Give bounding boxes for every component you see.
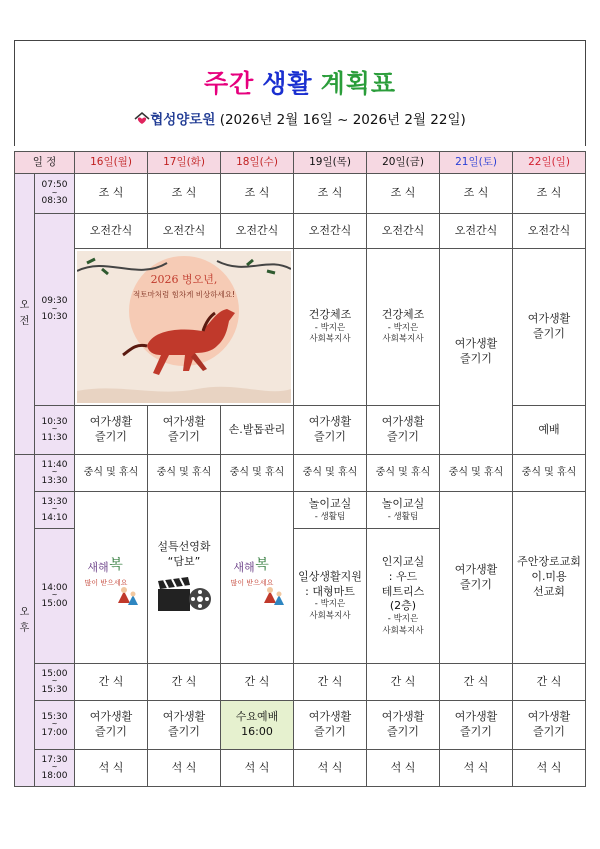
svg-text:복: 복 (109, 556, 123, 573)
cell-breakfast: 조 식 (221, 174, 294, 214)
cell-leisure: 여가생활 즐기기 (513, 249, 586, 406)
bok-greeting-image (78, 541, 144, 615)
svg-text:적토마처럼 힘차게 비상하세요!: 적토마처럼 힘차게 비상하세요! (133, 290, 235, 299)
time-slot: 14:00 ~ 15:00 (35, 529, 75, 664)
cell-leisure: 여가생활 즐기기 (148, 701, 221, 750)
cell-dinner: 석 식 (148, 750, 221, 787)
new-year-greeting-image (221, 492, 294, 664)
cell-snack: 간 식 (148, 664, 221, 701)
cell-play-class: 놀이교실 - 생활팀 (294, 492, 367, 529)
subtitle (0, 108, 600, 128)
cell-leisure: 여가생활 즐기기 (440, 701, 513, 750)
cell-snack: 간 식 (367, 664, 440, 701)
cell-church-haircut: 주안장로교회 이.미용 선교회 (513, 492, 586, 664)
date-range: (2026년 2월 16일 ~ 2026년 2월 22일) (219, 112, 466, 128)
time-slot: 10:30 ~ 11:30 (35, 406, 75, 455)
date-label: 일 정 (15, 152, 75, 174)
cell-dinner: 석 식 (367, 750, 440, 787)
cell-leisure: 여가생활 즐기기 (148, 406, 221, 455)
cell-lunch: 중식 및 휴식 (221, 455, 294, 492)
time-slot: 17:30 ~ 18:00 (35, 750, 75, 787)
day-sat: 21일(토) (440, 152, 513, 174)
cell-leisure: 여가생활 즐기기 (367, 406, 440, 455)
day-mon: 16일(월) (75, 152, 148, 174)
clapperboard-icon (156, 575, 212, 615)
cell-leisure: 여가생활 즐기기 (367, 701, 440, 750)
cell-movie: 설특선영화 “담보” (148, 492, 221, 664)
cell-worship: 예배 (513, 406, 586, 455)
cell-breakfast: 조 식 (513, 174, 586, 214)
cell-snack: 간 식 (221, 664, 294, 701)
time-slot: 15:00 ~ 15:30 (35, 664, 75, 701)
schedule-table (14, 151, 586, 787)
time-slot: 15:30 ~ 17:00 (35, 701, 75, 750)
cell-leisure: 여가생활 즐기기 (75, 406, 148, 455)
title-word-1: 주간 (203, 69, 255, 98)
table-row (15, 701, 586, 750)
horse-image (77, 251, 291, 403)
time-slot: 07:50 ~ 08:30 (35, 174, 75, 214)
cell-breakfast: 조 식 (294, 174, 367, 214)
table-row (15, 174, 586, 214)
table-row (15, 492, 586, 529)
cell-hand-foot-care: 손.발톱관리 (221, 406, 294, 455)
cell-health-exercise: 건강체조 - 박지은 사회복지사 (294, 249, 367, 406)
day-tue: 17일(화) (148, 152, 221, 174)
svg-text:많이 받으세요: 많이 받으세요 (230, 578, 274, 587)
new-year-banner (75, 249, 294, 406)
cell-leisure: 여가생활 즐기기 (440, 249, 513, 455)
svg-text:많이 받으세요: 많이 받으세요 (84, 578, 128, 587)
cell-snack: 간 식 (440, 664, 513, 701)
day-sun: 22일(일) (513, 152, 586, 174)
cell-lunch: 중식 및 휴식 (440, 455, 513, 492)
cell-am-snack: 오전간식 (75, 214, 148, 249)
cell-lunch: 중식 및 휴식 (367, 455, 440, 492)
cell-health-exercise: 건강체조 - 박지은 사회복지사 (367, 249, 440, 406)
cell-dinner: 석 식 (440, 750, 513, 787)
cell-am-snack: 오전간식 (148, 214, 221, 249)
cell-dinner: 석 식 (294, 750, 367, 787)
period-am: 오 전 (15, 174, 35, 455)
cell-am-snack: 오전간식 (367, 214, 440, 249)
cell-breakfast: 조 식 (440, 174, 513, 214)
cell-cognitive-class: 인지교실 : 우드 테트리스 (2층) - 박지은 사회복지사 (367, 529, 440, 664)
cell-breakfast: 조 식 (75, 174, 148, 214)
cell-lunch: 중식 및 휴식 (75, 455, 148, 492)
title-word-3: 계획표 (320, 69, 397, 98)
cell-breakfast: 조 식 (148, 174, 221, 214)
day-fri: 20일(금) (367, 152, 440, 174)
cell-snack: 간 식 (75, 664, 148, 701)
bok-greeting-image (224, 541, 290, 615)
cell-lunch: 중식 및 휴식 (294, 455, 367, 492)
svg-text:2026 병오년,: 2026 병오년, (150, 273, 218, 286)
cell-breakfast: 조 식 (367, 174, 440, 214)
cell-wednesday-worship: 수요예배 16:00 (221, 701, 294, 750)
day-wed: 18일(수) (221, 152, 294, 174)
table-row (15, 750, 586, 787)
cell-lunch: 중식 및 휴식 (148, 455, 221, 492)
day-thu: 19일(목) (294, 152, 367, 174)
table-row (15, 664, 586, 701)
cell-dinner: 석 식 (75, 750, 148, 787)
svg-text:새해: 새해 (233, 560, 255, 574)
cell-am-snack: 오전간식 (440, 214, 513, 249)
time-slot: 11:40 ~ 13:30 (35, 455, 75, 492)
time-slot: 09:30 ~ 10:30 (35, 214, 75, 406)
cell-leisure: 여가생활 즐기기 (75, 701, 148, 750)
cell-dinner: 석 식 (513, 750, 586, 787)
header-row (15, 152, 586, 174)
table-row (15, 214, 586, 249)
cell-play-class: 놀이교실 - 생활팀 (367, 492, 440, 529)
cell-dinner: 석 식 (221, 750, 294, 787)
time-slot: 13:30 ~ 14:10 (35, 492, 75, 529)
svg-text:복: 복 (255, 556, 269, 573)
cell-daily-support: 일상생활지원 : 대형마트 - 박지은 사회복지사 (294, 529, 367, 664)
cell-am-snack: 오전간식 (513, 214, 586, 249)
cell-leisure: 여가생활 즐기기 (440, 492, 513, 664)
svg-text:새해: 새해 (87, 560, 109, 574)
cell-leisure: 여가생활 즐기기 (294, 406, 367, 455)
cell-am-snack: 오전간식 (221, 214, 294, 249)
cell-leisure: 여가생활 즐기기 (294, 701, 367, 750)
period-pm: 오 후 (15, 455, 35, 787)
org-name: 협성양로원 (150, 112, 216, 128)
cell-snack: 간 식 (294, 664, 367, 701)
cell-lunch: 중식 및 휴식 (513, 455, 586, 492)
new-year-greeting-image (75, 492, 148, 664)
table-row (15, 249, 586, 406)
cell-am-snack: 오전간식 (294, 214, 367, 249)
house-heart-icon (134, 112, 150, 126)
table-row (15, 455, 586, 492)
cell-leisure: 여가생활 즐기기 (513, 701, 586, 750)
cell-snack: 간 식 (513, 664, 586, 701)
title-word-2: 생활 (262, 69, 313, 98)
page-title (0, 64, 600, 100)
